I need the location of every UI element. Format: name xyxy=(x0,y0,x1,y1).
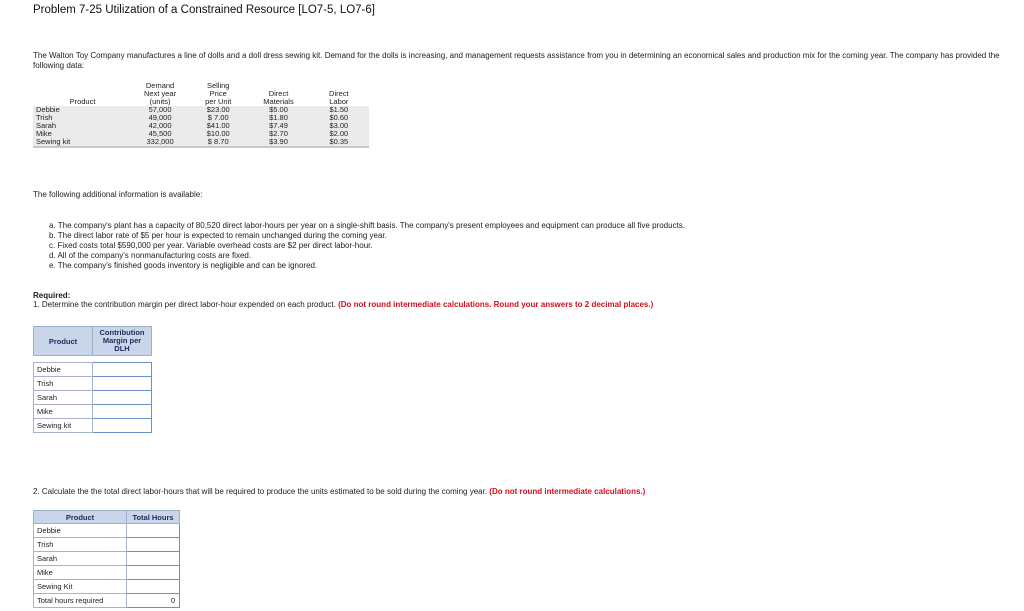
table-row xyxy=(34,405,152,419)
list-item: e. The company's finished goods inventory is negligible and can be ignored. xyxy=(49,261,318,270)
row-materials: $5.00 xyxy=(248,106,308,114)
additional-info-heading: The following additional information is available: xyxy=(33,190,203,199)
hours-sarah-input[interactable] xyxy=(127,552,180,566)
col-header-demand: Demand Next year (units) xyxy=(144,81,177,106)
row-name: Mike xyxy=(33,130,132,138)
cm-sewing-kit-input[interactable] xyxy=(93,419,152,433)
row-materials: $7.49 xyxy=(248,122,308,130)
table-row xyxy=(34,419,152,433)
list-item: b. The direct labor rate of $5 per hour is expected to remain unchanged during the coming year. xyxy=(49,231,387,240)
table-row xyxy=(34,377,152,391)
col-header-total-hours: Total Hours xyxy=(127,511,180,524)
hours-trish-input[interactable] xyxy=(127,538,180,552)
col-header-cm: Contribution Margin per DLH xyxy=(93,327,152,356)
row-price: $ 8.70 xyxy=(188,138,248,147)
q2-note: (Do not round intermediate calculations.) xyxy=(489,487,646,496)
row-label: Debbie xyxy=(34,524,127,538)
hours-debbie-input[interactable] xyxy=(127,524,180,538)
total-hours-value: 0 xyxy=(127,594,180,608)
row-name: Trish xyxy=(33,114,132,122)
row-demand: 42,000 xyxy=(132,122,188,130)
hours-mike-input[interactable] xyxy=(127,566,180,580)
row-labor: $2.00 xyxy=(309,130,369,138)
row-label: Trish xyxy=(34,538,127,552)
total-hours-table xyxy=(33,510,180,608)
row-label: Sewing Kit xyxy=(34,580,127,594)
list-item: a. The company's plant has a capacity of 80,520 direct labor-hours per year on a single-shift basis. The company's present employees and equipment can produce all five products. xyxy=(49,221,686,230)
intro-text: The Walton Toy Company manufactures a line of dolls and a doll dress sewing kit. Demand for the dolls is increasing, and management requests assistance from you in determining an economical sales and production mix for the coming year. The company has provided the following data: xyxy=(33,51,1000,70)
row-label: Trish xyxy=(34,377,93,391)
row-labor: $1.50 xyxy=(309,106,369,114)
hours-sewing-kit-input[interactable] xyxy=(127,580,180,594)
table-row xyxy=(33,130,369,138)
table-row xyxy=(33,106,369,114)
row-materials: $2.70 xyxy=(248,130,308,138)
list-item: c. Fixed costs total $590,000 per year. Variable overhead costs are $2 per direct labor-hour. xyxy=(49,241,373,250)
q1-note: (Do not round intermediate calculations. Round your answers to 2 decimal places.) xyxy=(338,300,654,309)
q2-section xyxy=(33,487,645,496)
q1-text: 1. Determine the contribution margin per direct labor-hour expended on each product. xyxy=(33,300,336,309)
row-label: Sarah xyxy=(34,391,93,405)
row-demand: 57,000 xyxy=(132,106,188,114)
row-labor: $3.00 xyxy=(309,122,369,130)
cm-trish-input[interactable] xyxy=(93,377,152,391)
table-row xyxy=(34,566,180,580)
row-label: Debbie xyxy=(34,363,93,377)
cm-debbie-input[interactable] xyxy=(93,363,152,377)
table-row xyxy=(34,552,180,566)
list-item: d. All of the company's nonmanufacturing costs are fixed. xyxy=(49,251,252,260)
row-label: Mike xyxy=(34,405,93,419)
required-label: Required: xyxy=(33,291,71,300)
col-header-materials: Direct Materials xyxy=(263,89,294,106)
table-row xyxy=(33,122,369,130)
row-label: Mike xyxy=(34,566,127,580)
table-row xyxy=(34,580,180,594)
row-demand: 45,500 xyxy=(132,130,188,138)
row-name: Sarah xyxy=(33,122,132,130)
row-name: Sewing kit xyxy=(33,138,132,147)
col-header-labor: Direct Labor xyxy=(329,89,349,106)
cm-sarah-input[interactable] xyxy=(93,391,152,405)
table-row xyxy=(33,114,369,122)
row-label: Sarah xyxy=(34,552,127,566)
page-title: Problem 7-25 Utilization of a Constrained Resource [LO7-5, LO7-6] xyxy=(33,4,375,16)
q2-text: 2. Calculate the the total direct labor-hours that will be required to produce the units estimated to be sold during the coming year. xyxy=(33,487,488,496)
col-header-product: Product xyxy=(34,327,93,356)
row-labor: $0.35 xyxy=(309,138,369,147)
table-row xyxy=(33,138,369,147)
table-row xyxy=(34,391,152,405)
table-row xyxy=(34,524,180,538)
row-name: Debbie xyxy=(33,106,132,114)
row-price: $10.00 xyxy=(188,130,248,138)
row-price: $41.00 xyxy=(188,122,248,130)
row-label: Sewing kit xyxy=(34,419,93,433)
table-row xyxy=(34,538,180,552)
row-labor: $0.60 xyxy=(309,114,369,122)
table-row-total xyxy=(34,594,180,608)
row-price: $23.00 xyxy=(188,106,248,114)
cm-per-dlh-table xyxy=(33,326,152,433)
total-label: Total hours required xyxy=(34,594,127,608)
row-demand: 332,000 xyxy=(132,138,188,147)
additional-info-list xyxy=(49,221,685,271)
col-header-product: Product xyxy=(69,97,96,106)
required-section xyxy=(33,291,653,309)
table-row xyxy=(34,363,152,377)
row-demand: 49,000 xyxy=(132,114,188,122)
cm-mike-input[interactable] xyxy=(93,405,152,419)
row-price: $ 7.00 xyxy=(188,114,248,122)
row-materials: $1.80 xyxy=(248,114,308,122)
product-data-table xyxy=(33,82,369,148)
col-header-product: Product xyxy=(34,511,127,524)
col-header-price: Selling Price per Unit xyxy=(205,81,232,106)
row-materials: $3.90 xyxy=(248,138,308,147)
